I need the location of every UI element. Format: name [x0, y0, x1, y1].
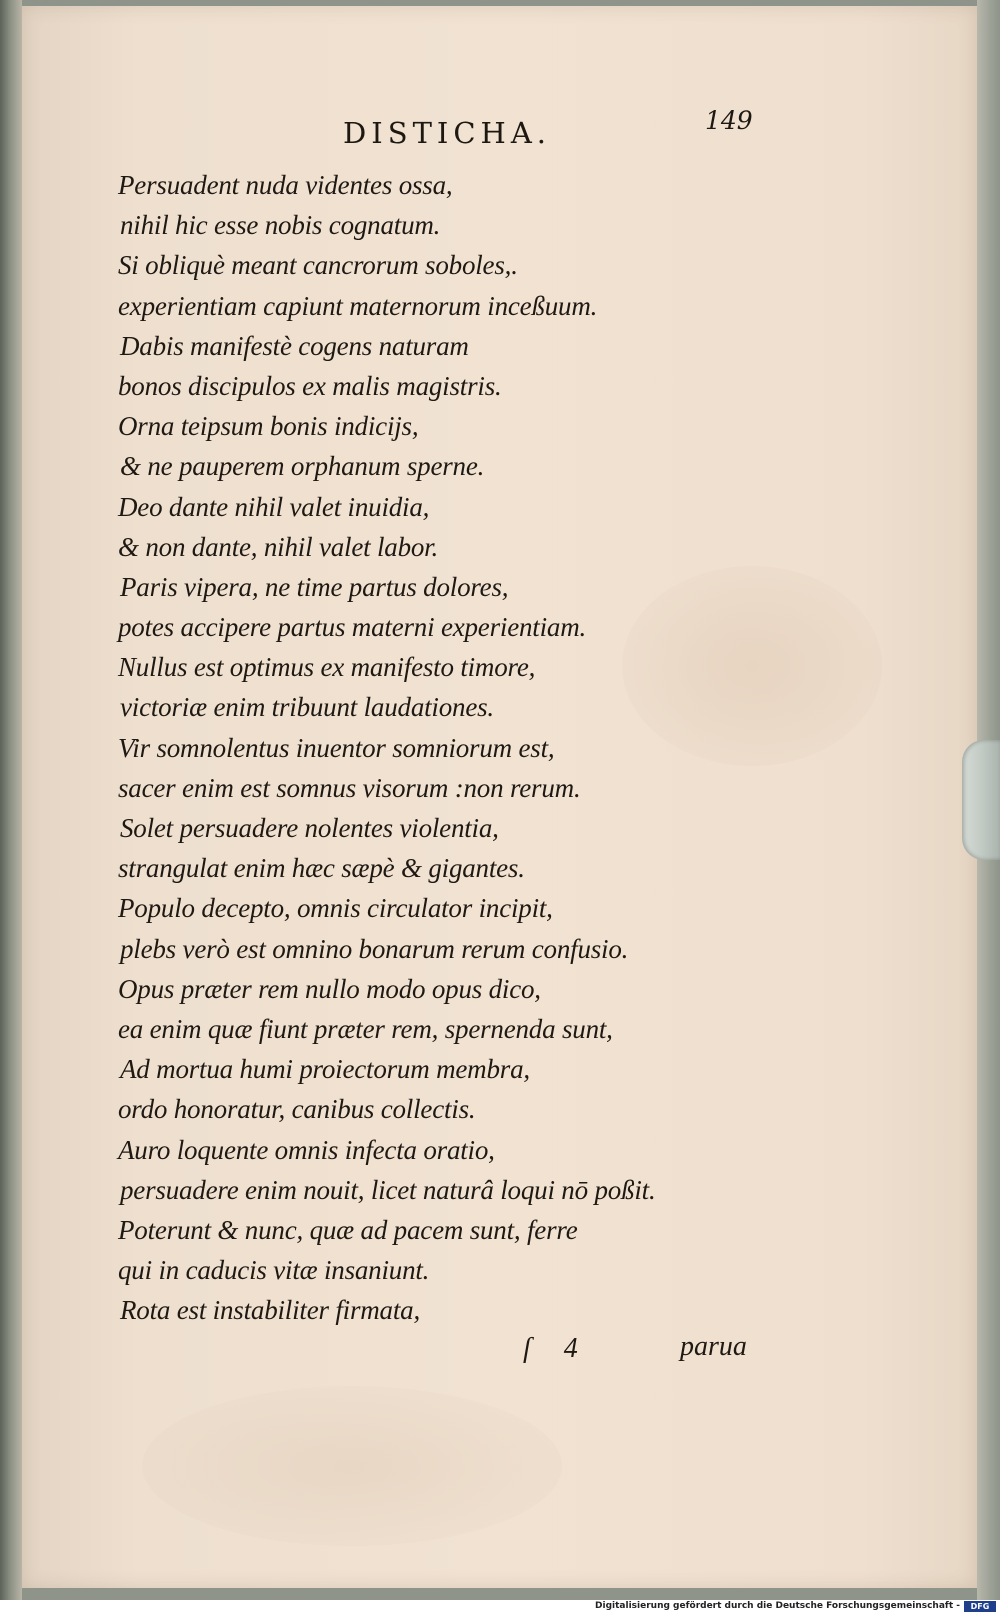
- page-footer: [0, 1325, 1000, 1375]
- verse-line: persuadere enim nouit, licet naturâ loqui nō poßit.: [120, 1174, 656, 1205]
- verse-line: Dabis manifestè cogens naturam: [120, 330, 469, 361]
- verse-line: Vir somnolentus inuentor somniorum est,: [118, 732, 555, 763]
- verse-line: Nullus est optimus ex manifesto timore,: [118, 652, 536, 683]
- verse-line: Auro loquente omnis infecta oratio,: [118, 1134, 495, 1165]
- verse-line: Populo decepto, omnis circulator incipit,: [118, 893, 553, 924]
- dfg-logo-icon: DFG: [964, 1601, 996, 1612]
- verse-block: [118, 165, 778, 1330]
- verse-line: Rota est instabiliter firmata,: [120, 1295, 421, 1326]
- verse-line: ea enim quæ fiunt præter rem, spernenda sunt,: [118, 1013, 613, 1044]
- verse-line: Poterunt & nunc, quæ ad pacem sunt, ferre: [118, 1214, 578, 1245]
- verse-line: plebs verò est omnino bonarum rerum confusio.: [120, 933, 629, 964]
- signature-mark: ſ 4: [523, 1333, 578, 1364]
- verse-line: ordo honoratur, canibus collectis.: [118, 1094, 476, 1125]
- verse-line: Deo dante nihil valet inuidia,: [118, 491, 430, 522]
- verse-line: qui in caducis vitæ insaniunt.: [118, 1255, 430, 1286]
- book-clasp: [962, 740, 1000, 860]
- verse-line: bonos discipulos ex malis magistris.: [118, 370, 502, 401]
- running-title: DISTICHA.: [343, 116, 552, 150]
- verse-line: strangulat enim hæc sæpè & gigantes.: [118, 853, 525, 884]
- catchword: parua: [680, 1331, 747, 1362]
- verse-line: experientiam capiunt maternorum inceßuum.: [118, 290, 598, 321]
- page-header: [0, 100, 1000, 160]
- verse-line: potes accipere partus materni experientiam.: [118, 612, 587, 643]
- verse-line: & non dante, nihil valet labor.: [118, 531, 439, 562]
- verse-line: Si obliquè meant cancrorum soboles,.: [118, 250, 518, 281]
- verse-line: nihil hic esse nobis cognatum.: [120, 210, 441, 241]
- credit-bar: [0, 1600, 1000, 1613]
- verse-line: Orna teipsum bonis indicijs,: [118, 411, 419, 442]
- verse-line: Solet persuadere nolentes violentia,: [120, 813, 499, 843]
- page-number: 149: [705, 106, 753, 135]
- verse-line: victoriæ enim tribuunt laudationes.: [120, 692, 494, 723]
- verse-line: sacer enim est somnus visorum :non rerum.: [118, 772, 581, 803]
- verse-line: & ne pauperem orphanum sperne.: [120, 451, 485, 482]
- verse-line: Opus præter rem nullo modo opus dico,: [118, 973, 541, 1004]
- verse-line: Paris vipera, ne time partus dolores,: [120, 571, 509, 602]
- verse-line: Ad mortua humi proiectorum membra,: [120, 1054, 530, 1085]
- verse-line: Persuadent nuda videntes ossa,: [118, 170, 453, 200]
- funding-credit: Digitalisierung gefördert durch die Deutsche Forschungsgemeinschaft -: [595, 1601, 960, 1611]
